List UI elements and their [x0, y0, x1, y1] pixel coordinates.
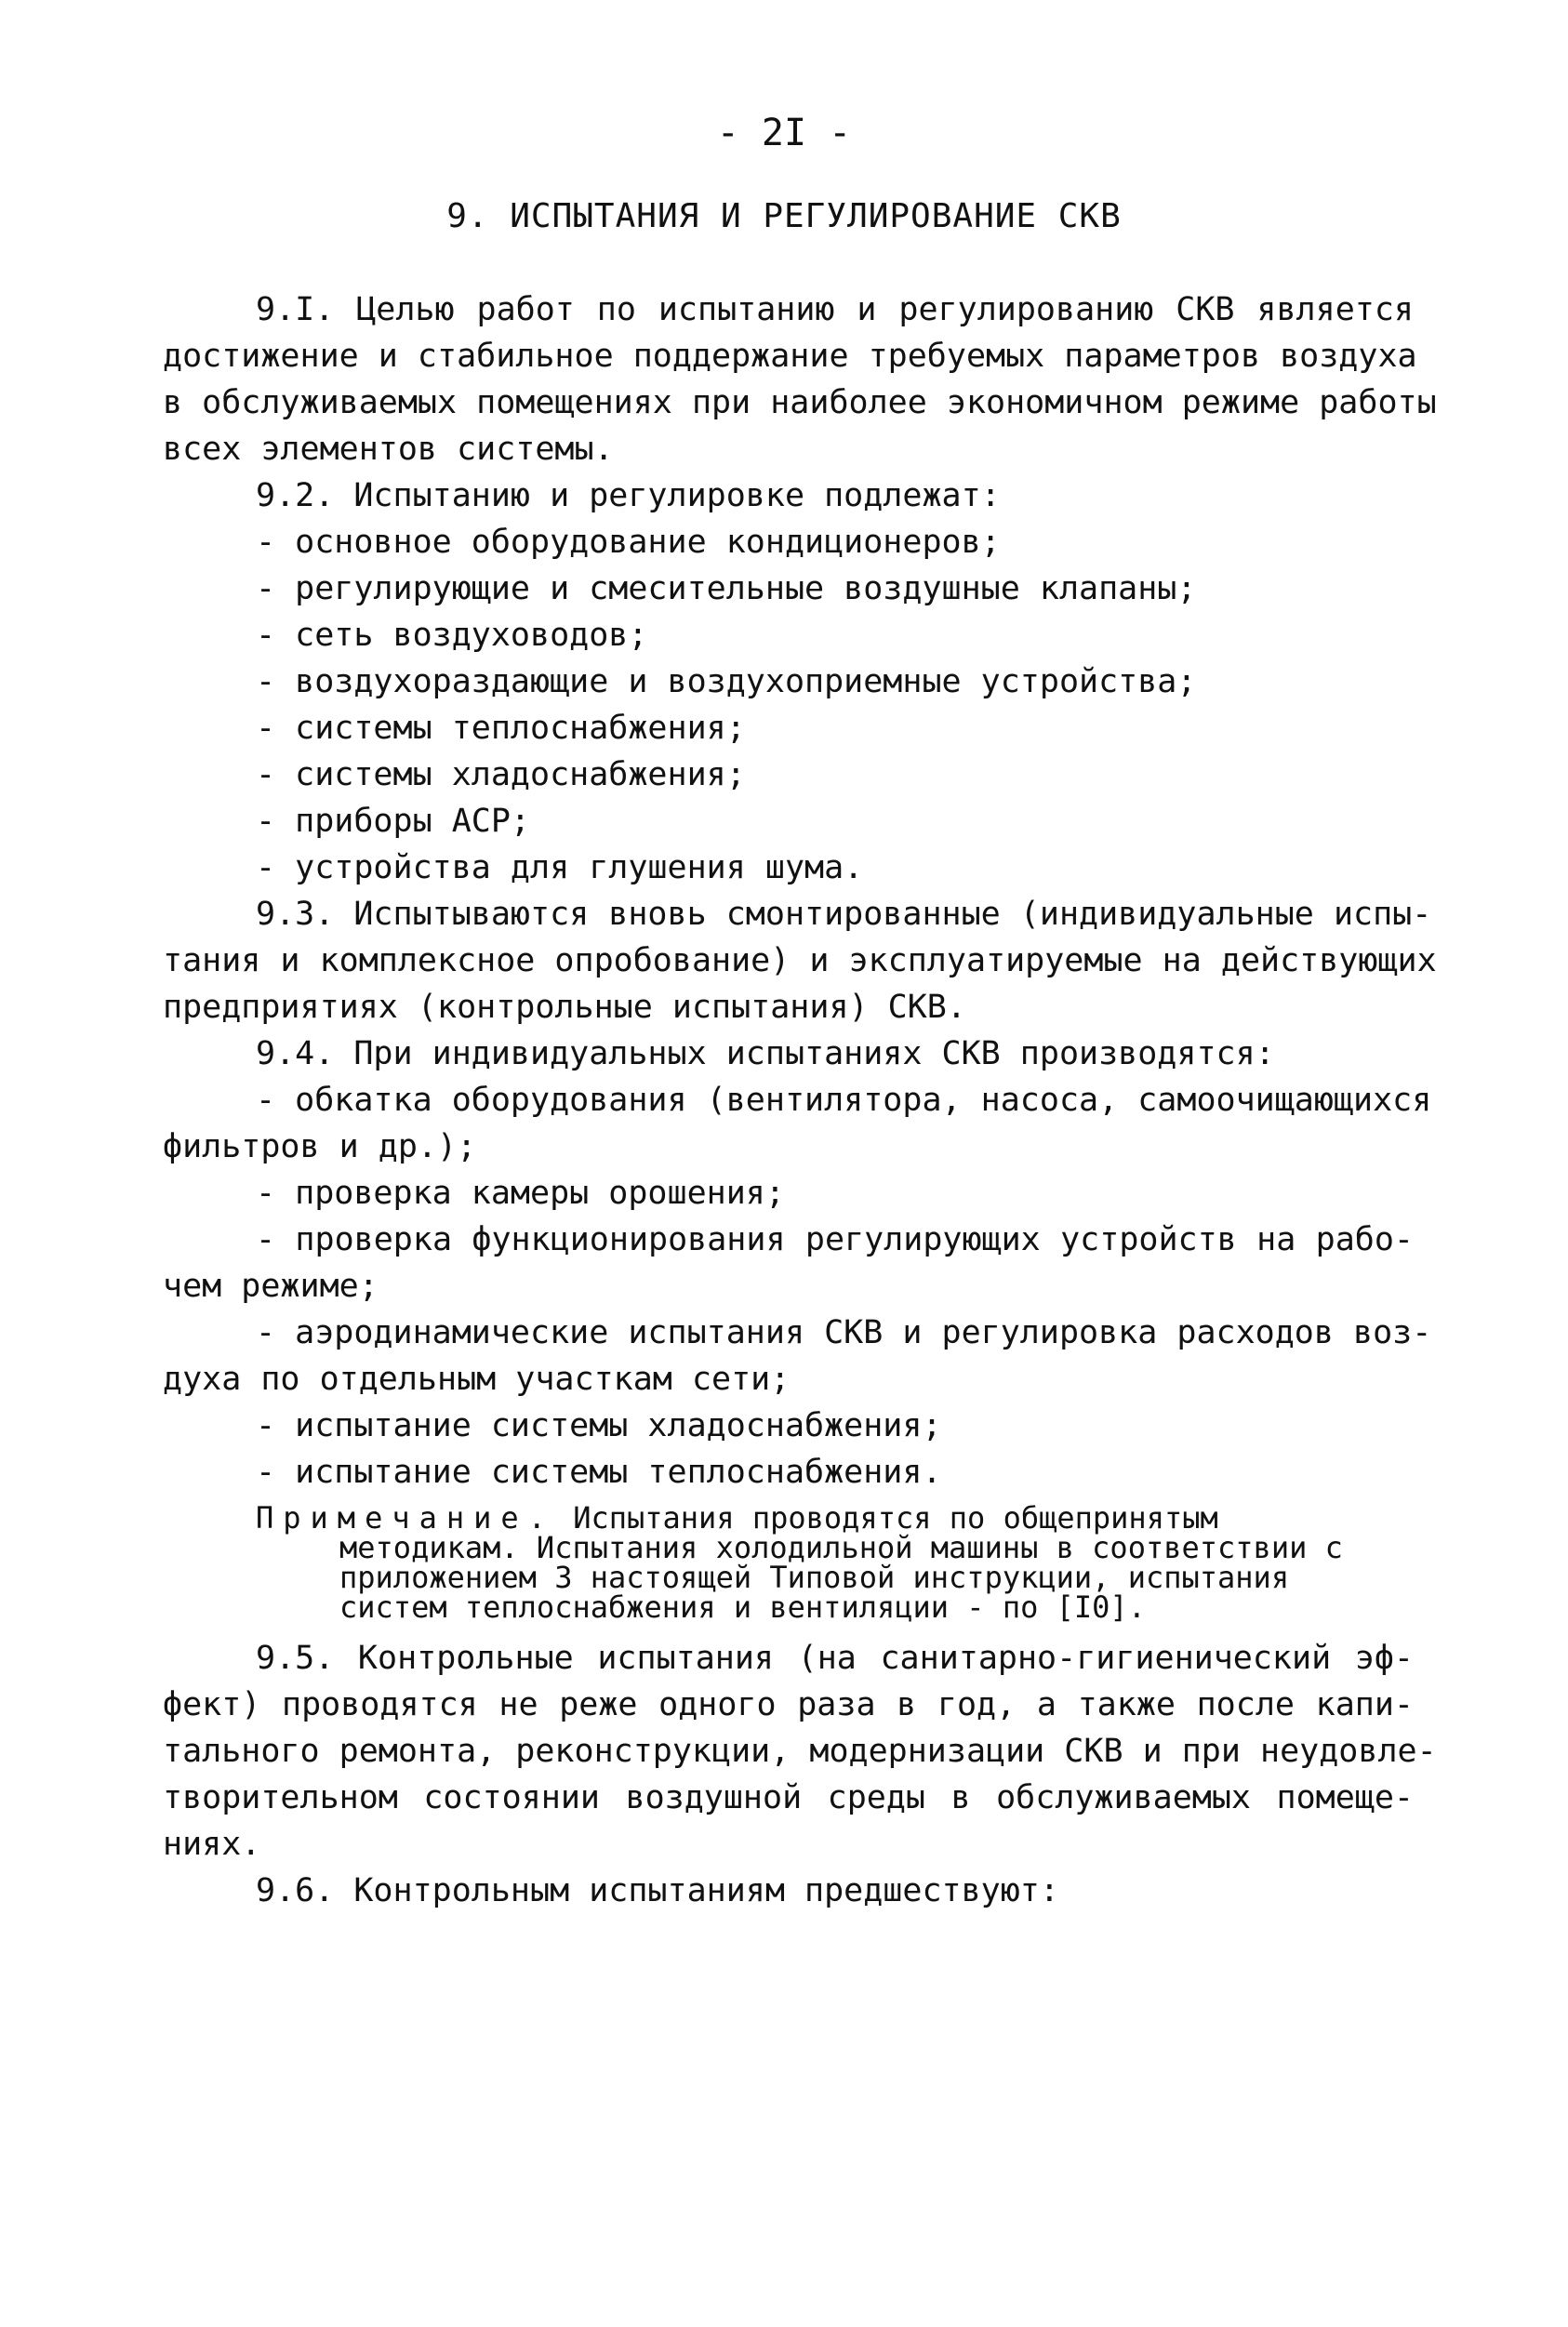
list-item: - проверка функционирования регулирующих устройств на рабо-: [256, 1221, 1414, 1258]
list-item: - системы хладоснабжения;: [256, 756, 746, 793]
text-line: достижение и стабильное поддержание требуемых параметров воздуха: [163, 338, 1417, 375]
paragraph-9-6: [163, 1868, 1414, 1914]
text-line: творительном состоянии воздушной среды в обслуживаемых помеще-: [163, 1779, 1414, 1816]
note-first-line: [163, 1500, 1414, 1536]
text-line: 9.2. Испытанию и регулировке подлежат:: [256, 477, 1001, 514]
list-item: - испытание системы хладоснабжения;: [256, 1407, 942, 1444]
text-line: в обслуживаемых помещениях при наиболее экономичном режиме работы: [163, 384, 1437, 421]
list-item: - проверка камеры орошения;: [256, 1175, 785, 1212]
document-body: [163, 286, 1437, 1914]
list-item: - испытание системы теплоснабжения.: [256, 1454, 942, 1491]
list-item: - системы теплоснабжения;: [256, 710, 746, 747]
paragraph-9-5: [163, 1635, 1437, 1868]
text-line: предприятиях (контрольные испытания) СКВ.: [163, 989, 966, 1026]
page-number: - 2I -: [716, 112, 852, 154]
text-line: ниях.: [163, 1826, 261, 1863]
text-line: тального ремонта, реконструкции, модернизации СКВ и при неудовле-: [163, 1733, 1437, 1770]
note-label: Примечание.: [256, 1500, 555, 1536]
text-line: всех элементов системы.: [163, 431, 614, 468]
list-item: - сеть воздуховодов;: [256, 617, 648, 654]
list-item: - основное оборудование кондиционеров;: [256, 524, 1001, 561]
note-block: [163, 1500, 1414, 1625]
note-text: Испытания проводятся по общепринятым: [573, 1500, 1218, 1536]
paragraph-9-1: [163, 286, 1437, 472]
list-item: - приборы АСР;: [256, 803, 531, 840]
note-line: методикам. Испытания холодильной машины в соответствии с: [339, 1530, 1343, 1565]
list-item: - устройства для глушения шума.: [256, 849, 864, 886]
text-line: духа по отдельным участкам сети;: [163, 1361, 791, 1398]
text-line: фильтров и др.);: [163, 1128, 477, 1165]
text-line: 9.6. Контрольным испытаниям предшествуют:: [256, 1872, 1059, 1909]
list-item: - регулирующие и смесительные воздушные клапаны;: [256, 570, 1197, 607]
paragraph-9-4: [163, 1031, 1432, 1496]
note-line: приложением 3 настоящей Типовой инструкции, испытания: [339, 1560, 1290, 1595]
text-line: чем режиме;: [163, 1268, 379, 1305]
list-item: - обкатка оборудования (вентилятора, насоса, самоочищающихся: [256, 1082, 1432, 1119]
text-line: 9.3. Испытываются вновь смонтированные (индивидуальные испы-: [256, 896, 1432, 933]
text-line: 9.5. Контрольные испытания (на санитарно-гигиенический эф-: [256, 1640, 1414, 1677]
text-line: тания и комплексное опробование) и эксплуатируемые на действующих: [163, 942, 1437, 979]
paragraph-9-3: [163, 891, 1437, 1031]
note-line: систем теплоснабжения и вентиляции - по [I0].: [339, 1589, 1146, 1625]
list-item: - аэродинамические испытания СКВ и регулировка расходов воз-: [256, 1314, 1432, 1351]
section-title: 9. ИСПЫТАНИЯ И РЕГУЛИРОВАНИЕ СКВ: [446, 197, 1122, 235]
text-line: фект) проводятся не реже одного раза в год, а также после капи-: [163, 1686, 1414, 1723]
text-line: 9.I. Целью работ по испытанию и регулированию СКВ является: [256, 291, 1414, 328]
list-item: - воздухораздающие и воздухоприемные устройства;: [256, 663, 1197, 700]
paragraph-9-2: [163, 472, 1414, 891]
text-line: 9.4. При индивидуальных испытаниях СКВ производятся:: [256, 1035, 1275, 1072]
